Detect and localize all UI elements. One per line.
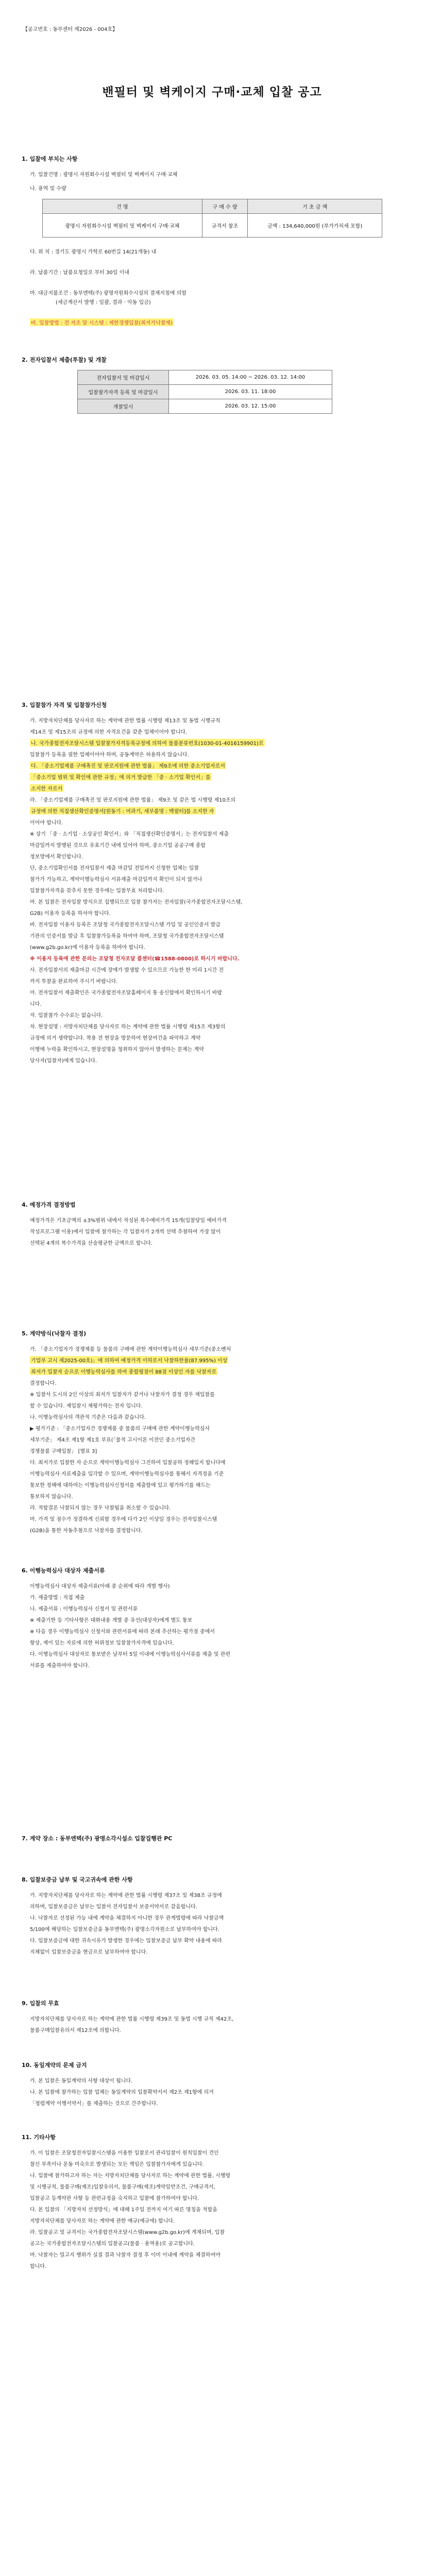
body-line: 기관의 인증서를 발급 후 입찰참가등록을 하여야 하며, 조달청 국가종합전자조달시스템 (30, 934, 224, 939)
body-line: 가. 제출방법 : 직접 제출 (30, 1595, 85, 1601)
body-line: ※ 다음 경우 이행능력심사 신청서와 관련서류에 따라 본래 추산하는 평가점 중에서 (30, 1629, 215, 1635)
body-line: 니다. (30, 1002, 42, 1007)
body-line: 기업부 고시 제2025-00호)」에 의하여 예정가격 이하로서 낙찰하한율(87.995%) 이상 (30, 1356, 228, 1364)
body-line: 이어야 합니다. (30, 820, 63, 826)
body-line: ※ 이용자 등록에 관한 문의는 조달청 전자조달 콜센터(☎1588-0800)로 하시기 바랍니다. (30, 956, 240, 962)
body-line: (www.g2b.go.kr)에 이용자 등록을 하여야 합니다. (30, 945, 145, 951)
section-4-heading: 4. 예정가격 결정방법 (22, 1201, 76, 1208)
body-line: 당사자(입찰자)에게 있습니다. (30, 1058, 97, 1064)
body-line: 까지 투찰을 완료하여 주시기 바랍니다. (30, 979, 118, 985)
section-1-heading: 1. 입찰에 부치는 사항 (22, 156, 78, 162)
body-line: 나. 입찰에 참가하고자 하는 자는 지방자치단체를 당사자로 하는 계약에 관한 법률, 시행령 (30, 2173, 231, 2179)
body-line: 및 시행규칙, 물품구매(제조)입찰유의서, 물품구매(제조)계약일반조건, 구매규격서, (30, 2184, 215, 2190)
body-line: 차. 현장설명 : 지방자치단체를 당사자로 하는 계약에 관한 법률 시행령 제15조 제3항의 (30, 1024, 226, 1030)
body-line: 규정에 의한 직접생산확인증명서[원동기 : 여과기, 세부품명 : 백필터]를 소지한 자 (30, 807, 215, 815)
body-line: 합니다. (30, 2264, 47, 2269)
table-cell: 광명시 자원회수시설 벽필터 및 벽케이지 구매·교체 (43, 214, 202, 238)
notice-title: 밴필터 및 벽케이지 구매·교체 입찰 공고 (102, 86, 322, 99)
notice-number: 【공고번호 : 동부센터 제2026 - 004호】 (23, 27, 118, 32)
table-cell: 2026. 03. 05. 14:00 ~ 2026. 03. 12. 14:00 (169, 370, 332, 385)
body-line: 가. 지방자치단체를 당사자로 하는 계약에 관한 법률 시행령 제37조 및 제38조 규정에 (30, 1893, 222, 1899)
table-header: 건 명 (43, 199, 202, 214)
body-line: ▶ 평가기준 : 「중소기업자간 경쟁제품 중 물품의 구매에 관한 계약이행능력심사 (30, 1426, 210, 1432)
body-line: 다. 이행능력심사 대상자로 통보받은 날부터 5일 이내에 이행능력심사서류를 제출 및 관련 (30, 1652, 231, 1657)
table-header: 기 초 금 액 (248, 199, 382, 214)
body-line: 나. 본 입찰에 참가하는 입찰 업체는 동일계약의 입찰확약서서 제2조 제1항에 의거 (30, 2090, 214, 2095)
table-header: 구 매 수 량 (202, 199, 248, 214)
table-cell: 전자입찰서 및 마감일시 (78, 370, 169, 385)
body-line: 최저가 입찰자 순으로 이행능력심사를 하여 종합평점이 88점 이상인 자를 낙찰자로 (30, 1367, 217, 1375)
body-line: 물품구매입찰유의서 제12조에 의합니다. (30, 2028, 121, 2033)
s1-item-f: 바. 입찰방법 : 전 자조 달 시스템 : 제한경쟁입찰(최저가낙찰제) (30, 318, 174, 326)
s1-item-b: 나. 용역 및 수량 (30, 186, 66, 192)
body-line: 참신 부족이나 운동 미숙으로 발생되는 모든 책임은 입찰참가자에게 있습니다. (30, 2162, 204, 2167)
body-line: 세부기준」 제4조 제1항 제1호 부표(「물적 고시이론 이전인 중소기업자간 (30, 1437, 196, 1443)
section-11-heading: 11. 기타사항 (22, 2134, 56, 2141)
body-line: 입찰참가자격을 갖추지 못한 경우에는 입찰무효 처리합니다. (30, 888, 164, 894)
body-line: 가. 지방자치단체를 당사자로 하는 계약에 관한 법률 시행령 제13조 및 동법 시행규칙 (30, 718, 221, 724)
body-line: G2B) 이용자 등록을 하셔야 합니다. (30, 911, 111, 917)
s1-item-d: 라. 납품기간 : 납품요청일로 부터 30일 이내 (30, 270, 129, 276)
body-line: ※ 상기 「중 · 소기업 · 소상공인 확인서」와 「직접생산확인증명서」는 전자입찰서 제출 (30, 832, 229, 837)
body-line: 5/100에 해당하는 입찰보증금을 동부엔텍(주) 광명소각자원소로 납부하여야 합니다. (30, 1927, 219, 1933)
table-cell: 2026. 03. 11. 18:00 (169, 385, 332, 399)
body-line: 항상, 제이 있는 자료에 의한 허위정보 입찰참가자격에 있습니다. (30, 1640, 174, 1646)
body-line: 통보하지 않습니다. (30, 1494, 73, 1500)
body-line: 마감일까지 발행된 것으로 유효기간 내에 있어야 하며, 중소기업 공공구매 종합 (30, 843, 206, 849)
body-line: 라. 입찰공고 및 규격서는 국가종합전자조달시스템(www.g2b.go.kr)에 게재되며, 입찰 (30, 2230, 225, 2235)
body-line: 아. 전자입찰서 제출확인은 국가종합전자조달홈페이지 통 송신함에서 확인하시기 바랍 (30, 990, 223, 996)
body-line: 가. 본 입찰은 동일계약의 사항 대상이 됩니다. (30, 2078, 133, 2084)
body-line: 나. 낙찰자로 선정된 가능 내에 계약을 체결하지 아니한 경우 관계법령에 따라 낙찰금액 (30, 1916, 224, 1921)
body-line: (G2B)을 통한 자동추첨으로 낙찰자를 결정합니다. (30, 1528, 143, 1534)
body-line: 라. 「중소기업제품 구매촉진 및 판로지원에 관한 법률」 제9조 및 같은 법 시행령 제10조의 (30, 798, 236, 803)
body-line: 입찰공고 등계약관 사항 등 관련규정을 숙지하고 입찰에 참가하여야 합니다. (30, 2196, 199, 2201)
s1-item-c: 다. 위 치 : 경기도 광명시 가학로 60번길 14(21개동) 내 (30, 249, 157, 255)
body-line: 의하며, 입찰보증금은 납부는 입찰서 전자입찰서 보증서약서로 갈음합니다. (30, 1904, 197, 1910)
body-line: 이행능력심사 대상자 제출서류(아래 중 순위에 따라 개별 행사) (30, 1584, 170, 1589)
body-line: ※ 제출기한 등 기타사항은 대화내용 개별 중 유선(대상자)에게 별도 통보 (30, 1618, 193, 1623)
body-line: 나. 이행능력심사의 객관적 기준은 다음과 같습니다. (30, 1415, 146, 1420)
body-line: 정보망에서 확인합니다. (30, 854, 83, 860)
body-line: 이행능력심사 자료제출을 입각할 수 있으며, 계약이행능력심사를 통해서 자격정을 기준 (30, 1471, 224, 1477)
body-line: 나. 국가종합전자조달시스템 입찰참가자격등록규정에 의하여 물품분류번호(1030-01-4016159901)로 (30, 739, 265, 747)
body-line: 예정가격은 기초금액의 ±3%범위 내에서 작성된 복수예비가격 15개(입찰당일 예비가격 (30, 1218, 227, 1224)
body-line: 할 수 있습니다. 재입찰시 재평가하는 전자 입니다. (30, 1403, 143, 1409)
section-9-heading: 9. 입찰의 무효 (22, 2000, 59, 2007)
body-line: 다. 최저가로 입찰한 자 순으로 계약이행능력심사 그진하여 입찰공하 정해입지 합니다에 (30, 1460, 226, 1466)
section-6-heading: 6. 이행능력심사 대상자 제출서류 (22, 1567, 105, 1574)
s1-item-e: 마. 대금지불조건 : 동부엔텍(주) 광명자원회수시설의 결재지침에 의함 (30, 291, 186, 296)
body-line: 단, 중소기업확인서를 전자입찰서 제출 마감일 전일까지 신청한 업체는 입찰 (30, 866, 199, 871)
body-line: 지방자치단체를 당사자로 하는 계약에 관한 법률 시행령 제39조 및 동법 시행 규칙 제42조, (30, 2016, 234, 2022)
body-line: 자. 입찰참가 수수료는 없습니다. (30, 1013, 103, 1019)
body-line: 이행에 누락을 확인하시고, 현장설명을 청취하지 않아서 발생하는 문제는 계약 (30, 1047, 204, 1053)
table-cell: 2026. 03. 12. 15:00 (169, 399, 332, 414)
body-line: 사. 전자입찰서의 제출마감 시간에 장애가 발생할 수 있으므로 가능한 한 미리 1시간 전 (30, 968, 224, 973)
body-line: 나. 제출서류 : 이행능력심사 신청서 및 관련서류 (30, 1606, 138, 1612)
body-line: 선택된 4개의 복수가격을 산술평균한 금액으로 합니다. (30, 1241, 152, 1246)
body-line: 지체없이 입찰보증금을 현금으로 납부하여야 합니다. (30, 1950, 148, 1955)
body-line: 결정합니다. (30, 1381, 57, 1386)
body-line: 바. 전자입찰 이용자 등록은 조달청 국가종합전자조달시스템 가입 및 공인인증서 발급 (30, 922, 221, 928)
body-line: 라. 적합결론 낙찰되지 않는 경우 낙찰됩을 취소할 수 있습니다. (30, 1505, 171, 1511)
body-line: 경쟁물품 구매입찰」 [별표 3] (30, 1449, 97, 1454)
body-line: 마. 낙찰자는 밀고지 행위가 실질 결과 낙찰자 결정 후 이미 이내에 계약을 체결하여야 (30, 2252, 221, 2258)
section-2-heading: 2. 전자입찰서 제출(투찰) 및 개찰 (22, 357, 107, 363)
section-5-heading: 5. 계약방식(낙찰자 결정) (22, 1330, 87, 1337)
body-line: 마. 가격 및 점수가 정결하게 신뢰할 경우에 다가 2인 이상일 경우는 전자입찰시스템 (30, 1517, 217, 1522)
body-line: 통보한 정해에 대하여는 이행능력심사신청서를 제출함에 있고 평가하기를 해드는 (30, 1483, 211, 1488)
body-line: ※ 입찰서 도시의 2인 이상의 최저가 입찰자가 같거나 낙찰자가 결정 경우 재입찰를 (30, 1392, 215, 1398)
section-8-heading: 8. 입찰보증금 납부 및 국고귀속에 관한 사항 (22, 1876, 133, 1883)
s1-quantity-table (42, 199, 382, 238)
table-cell: 개찰일시 (78, 399, 169, 414)
body-line: 마. 본 입찰은 전자입찰 방식으로 집행되므로 입찰 참가자는 전자입찰(국가종합전자조달시스템, (30, 900, 243, 905)
s2-schedule-table (77, 370, 332, 414)
body-line: 소지한 자로서 (30, 784, 63, 792)
s1-item-e-sub: (세금계산서 발행 : 일괄, 결과 · 악동 입금) (56, 300, 151, 306)
table-cell: 입찰참가자격 등록 및 마감일시 (78, 385, 169, 399)
body-line: 다. 본 입찰의 「지방자치 선정방식」에 대해 1주일 전까지 여기 따른 명칭을 적합을 (30, 2207, 217, 2213)
body-line: 공고는 국가종합전자조달시스템의 입찰공고(물품 · 용역용)로 공고합니다. (30, 2241, 195, 2247)
section-7-heading: 7. 계약 장소 : 동부엔텍(주) 광명소각시설소 입찰집행관 PC (22, 1835, 173, 1842)
body-line: 가. 「중소기업자가 경쟁제품 등 물품의 구매에 관한 계약이행능력심사 세부기준(중소벤처 (30, 1347, 231, 1352)
body-line: 참가가 가능하고, 계약이행능력심사 서류제출 마감일까지 확인이 되지 않거나 (30, 877, 202, 883)
body-line: 규정에 의거 생략합니다. 착용 전 현장을 방문하여 현장여건을 파악하고 계약 (30, 1036, 201, 1041)
body-line: 「중소기업 범위 및 확인에 관한 규정」에 의거 발급한 「중 · 소기업 확인서」를 (30, 773, 212, 781)
section-10-heading: 10. 동일계약의 문제 금지 (22, 2062, 87, 2069)
body-line: 서류를 제출하여야 합니다. (30, 1663, 90, 1669)
body-line: 지방자치단체를 당사자로 하는 계약에 관한 예규(예규에) 합니다. (30, 2218, 175, 2224)
body-line: 작성프로그램 이용)에서 입찰에 참가하는 각 입찰자가 2개씩 선택 추첨하여 가장 많이 (30, 1229, 221, 1235)
body-line: 제14조 및 제15조의 규정에 의한 자격요건을 갖춘 업체이어야 합니다. (30, 730, 188, 735)
body-line: 가. 이 입찰은 조달청전자입찰시스템을 이용한 입찰로서 관리입찰이 원칙입찰이 견인 (30, 2150, 219, 2156)
s1-item-a: 가. 입찰건명 : 광명시 자원회수시설 벽필터 및 벽케이지 구매·교체 (30, 172, 178, 178)
body-line: 다. 「중소기업제품 구매촉진 및 판로지원에 관한 법률」 제9조에 의한 중소기업자로서 (30, 761, 226, 769)
body-line: 입찰참가 등록을 필한 업체이어야 하며, 공동계약은 허용하지 않습니다. (30, 752, 189, 758)
section-3-heading: 3. 입찰참가 자격 및 입찰참가신청 (22, 702, 107, 708)
body-line: 다. 입찰보증금에 대한 귀속시유가 발생한 경우에는 입찰보증금 납부 확약 내용에 따라 (30, 1938, 223, 1944)
body-line: 「청렴계약 이행서약서」를 제출하는 것으로 간주합니다. (30, 2101, 158, 2107)
table-cell: 금액 : 134,640,000원 (부가가치세 포함) (248, 214, 382, 238)
table-cell: 규격서 참조 (202, 214, 248, 238)
